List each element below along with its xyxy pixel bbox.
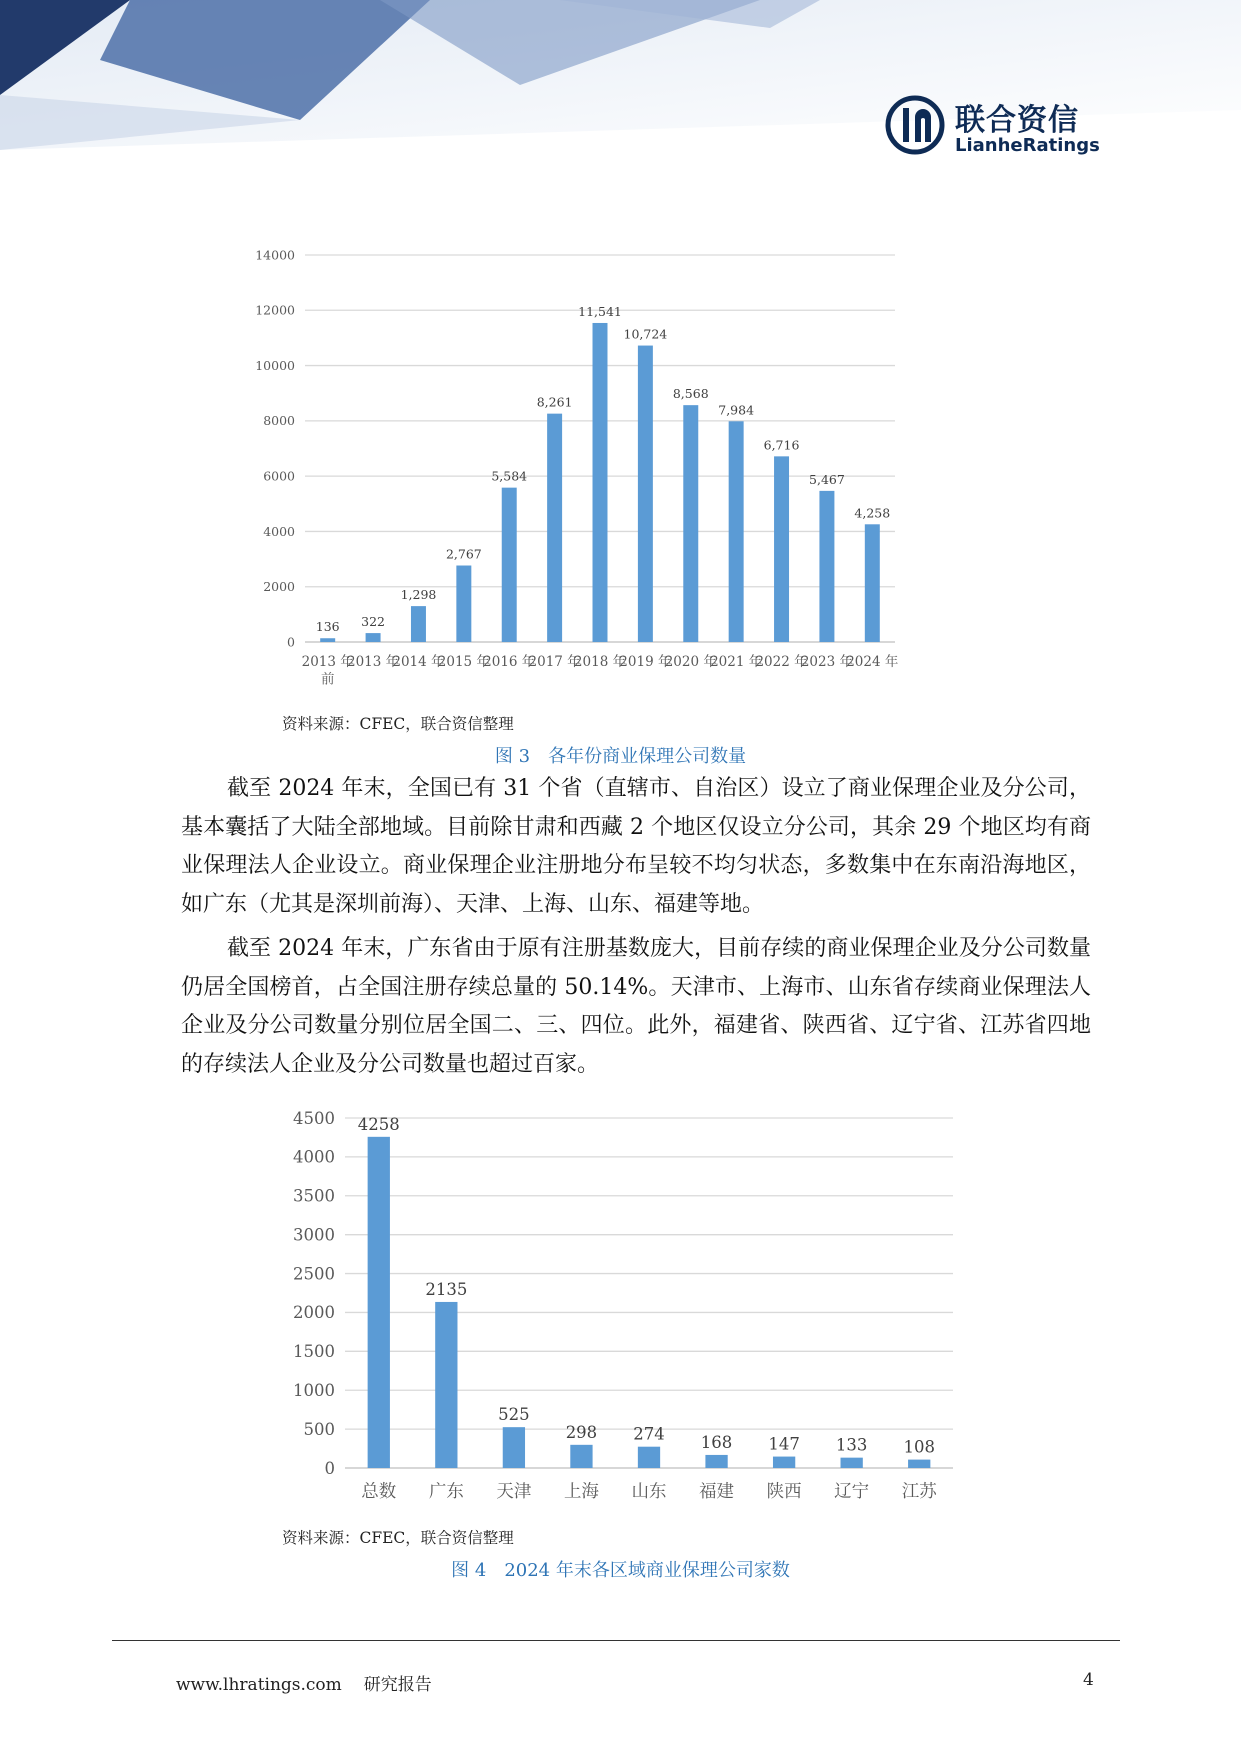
- y-tick-label: 14000: [255, 247, 295, 263]
- figure3-caption: 图 3 各年份商业保理公司数量: [494, 746, 747, 767]
- x-category-label: 2022 年: [755, 654, 808, 670]
- x-category-label: 2016 年: [483, 654, 536, 670]
- chart-bar: [865, 524, 880, 642]
- data-label: 6,716: [763, 437, 800, 453]
- chart-bar: [908, 1460, 930, 1468]
- lh-logo-icon: [885, 95, 945, 155]
- footer-website-link[interactable]: www.lhratings.com: [176, 1675, 342, 1695]
- paragraph-1: 截至 2024 年末，全国已有 31 个省（直辖市、自治区）设立了商业保理企业及分公司，基本囊括了大陆全部地域。目前除甘肃和西藏 2 个地区仅设立分公司，其余 29 个地区均有商业保理法人企业设立。商业保理企业注册地分布呈较不均匀状态，多数集中在东南沿海地区，如广东（尤其是深圳前海）、天津、上海、山东、福建等地。: [181, 776, 1091, 917]
- data-label: 7,984: [718, 402, 755, 418]
- data-label: 168: [700, 1432, 733, 1452]
- x-category-label: 上海: [563, 1482, 599, 1502]
- logo-english-name: LianheRatings: [955, 135, 1100, 156]
- data-label: 525: [498, 1405, 530, 1425]
- x-category-label: 辽宁: [834, 1482, 870, 1502]
- footer-report-type: 研究报告: [363, 1675, 432, 1695]
- data-label: 1,298: [400, 587, 437, 603]
- chart-bar: [502, 488, 517, 642]
- chart-bar: [774, 456, 789, 642]
- y-tick-label: 3000: [293, 1225, 335, 1245]
- x-category-label: 陕西: [766, 1482, 802, 1502]
- data-label: 322: [361, 614, 386, 630]
- chart-bar: [729, 421, 744, 642]
- x-category-label: 福建: [699, 1482, 735, 1502]
- x-category-label: 2021 年: [710, 654, 763, 670]
- y-tick-label: 4500: [293, 1108, 335, 1128]
- chart-bar: [773, 1457, 795, 1468]
- data-label: 4258: [357, 1114, 400, 1134]
- x-category-label: 2023 年: [800, 654, 854, 670]
- chart-bar: [638, 1447, 660, 1468]
- chart-bar: [547, 414, 562, 642]
- y-tick-label: 1000: [293, 1380, 335, 1400]
- y-tick-label: 1500: [293, 1342, 335, 1362]
- data-label: 10,724: [623, 326, 668, 342]
- y-tick-label: 0: [324, 1458, 335, 1478]
- paragraph-2: 截至 2024 年末，广东省由于原有注册基数庞大，目前存续的商业保理企业及分公司数量仍居全国榜首，占全国注册存续总量的 50.14%。天津市、上海市、山东省存续商业保理法人企业及分公司数量分别位居全国二、三、四位。此外，福建省、陕西省、辽宁省、江苏省四地的存续法人企业及分公司数量也超过百家。: [181, 936, 1091, 1077]
- y-tick-label: 4000: [263, 523, 295, 539]
- data-label: 8,261: [536, 394, 573, 410]
- x-category-label: 2013 年: [346, 654, 400, 670]
- data-label: 4,258: [854, 505, 891, 521]
- y-tick-label: 8000: [263, 413, 295, 429]
- data-label: 5,584: [491, 468, 528, 484]
- data-label: 298: [565, 1422, 598, 1442]
- x-category-label: 天津: [496, 1482, 532, 1502]
- data-label: 11,541: [578, 303, 622, 319]
- data-label: 5,467: [809, 471, 845, 487]
- chart-bar: [819, 491, 834, 642]
- y-tick-label: 2500: [293, 1264, 335, 1284]
- x-category-label: 山东: [631, 1482, 667, 1502]
- chart-bar: [570, 1445, 592, 1468]
- data-label: 8,568: [672, 386, 709, 402]
- chart-bar: [638, 346, 653, 642]
- figure4-caption: 图 4 2024 年末各区域商业保理公司家数: [451, 1560, 790, 1581]
- data-label: 108: [903, 1437, 935, 1457]
- yearly-factoring-companies-chart: [250, 240, 1010, 700]
- figure3-source: 资料来源：CFEC，联合资信整理: [282, 715, 514, 733]
- data-label: 133: [835, 1435, 868, 1455]
- regional-factoring-companies-chart: [290, 1100, 990, 1520]
- chart-bar: [841, 1458, 863, 1468]
- x-category-label: 2015 年: [437, 654, 490, 670]
- x-category-label: 前: [320, 671, 335, 688]
- x-category-label: 2019 年: [619, 654, 672, 670]
- chart-bar: [366, 633, 381, 642]
- y-tick-label: 6000: [263, 468, 295, 484]
- y-tick-label: 500: [303, 1419, 335, 1439]
- logo-chinese-name: 联合资信: [955, 103, 1079, 138]
- x-category-label: 广东: [428, 1482, 464, 1502]
- chart-bar: [456, 566, 471, 642]
- x-category-label: 2017 年: [528, 654, 581, 670]
- y-tick-label: 3500: [293, 1186, 335, 1206]
- chart-bar: [503, 1427, 525, 1468]
- y-tick-label: 12000: [255, 302, 295, 318]
- y-tick-label: 4000: [293, 1147, 335, 1167]
- data-label: 2,767: [445, 546, 482, 562]
- x-category-label: 2020 年: [664, 654, 717, 670]
- footer-divider: [112, 1640, 1120, 1641]
- x-category-label: 江苏: [901, 1482, 937, 1502]
- y-tick-label: 10000: [255, 357, 295, 373]
- chart-bar: [593, 323, 608, 642]
- figure4-source: 资料来源：CFEC，联合资信整理: [282, 1529, 514, 1547]
- footer-left: [176, 1670, 454, 1695]
- x-category-label: 2013 年: [301, 654, 354, 670]
- y-tick-label: 2000: [293, 1303, 335, 1323]
- data-label: 147: [768, 1434, 800, 1454]
- chart-bar: [705, 1455, 727, 1468]
- x-category-label: 2014 年: [392, 654, 445, 670]
- lianhe-ratings-logo: [885, 95, 1105, 165]
- x-category-label: 2018 年: [573, 654, 627, 670]
- x-category-label: 2024 年: [846, 654, 899, 670]
- y-tick-label: 2000: [263, 579, 295, 595]
- chart-bar: [320, 638, 335, 642]
- chart-bar: [683, 405, 698, 642]
- page-number: 4: [1083, 1670, 1094, 1690]
- chart-bar: [368, 1137, 390, 1468]
- data-label: 136: [315, 619, 340, 635]
- x-category-label: 总数: [361, 1482, 397, 1502]
- chart-bar: [435, 1302, 457, 1468]
- data-label: 2135: [425, 1279, 468, 1299]
- y-tick-label: 0: [287, 634, 295, 650]
- chart-bar: [411, 606, 426, 642]
- data-label: 274: [633, 1424, 665, 1444]
